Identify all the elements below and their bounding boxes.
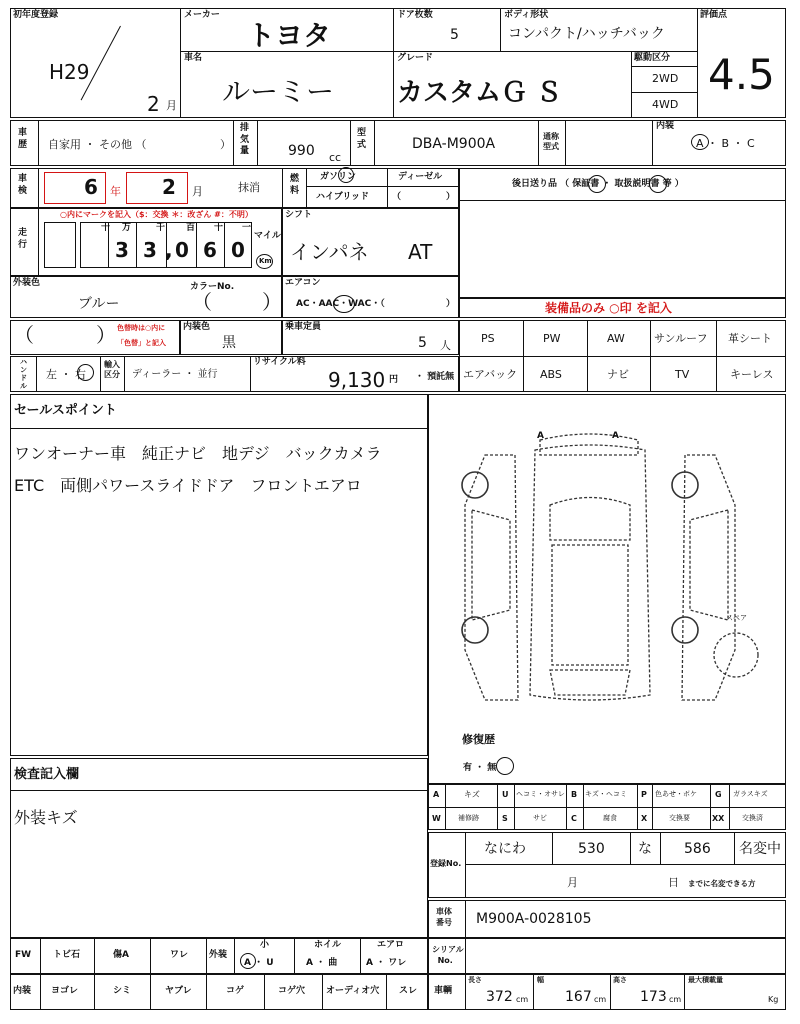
inspection-label: 検査記入欄 [14, 767, 80, 782]
naisou-item: ヨゴレ [51, 986, 79, 996]
equipment-item: ナビ [607, 368, 629, 381]
handle-label: ハ ン ド ル [20, 358, 27, 391]
mileage-unit-4: 十 [214, 223, 224, 233]
wheel-options: A ・ 曲 [306, 958, 338, 968]
color-change-note1: 色替時は○内に [117, 324, 166, 332]
mileage-digit: 3 [115, 238, 129, 262]
recycle-value: 9,130 [328, 368, 386, 392]
body-label: ボディ形状 [504, 10, 549, 20]
interior-color-value: 黒 [222, 335, 236, 351]
body-value: コンパクト/ハッチバック [508, 26, 665, 42]
chassis-label: 車体 番号 [436, 907, 452, 928]
maker-value: トヨタ [247, 19, 332, 52]
first-registration-year: H29 [49, 60, 90, 84]
capacity-label: 乗車定員 [285, 322, 322, 332]
drive-label: 駆動区分 [634, 53, 671, 63]
registration-frame [428, 832, 786, 898]
recycle-deposit: ・ 預託無 [415, 372, 455, 382]
equipment-item: キーレス [730, 368, 774, 381]
registration-label: 登録No. [430, 859, 462, 868]
shift-value: インパネ [290, 240, 369, 264]
inspection-frame [10, 758, 428, 938]
width-unit: cm [594, 995, 607, 1004]
equipment-item: 革シート [728, 332, 772, 345]
naisou-item: ヤブレ [165, 986, 192, 996]
legend-code: U [502, 790, 509, 799]
shaken-year-unit: 年 [110, 185, 121, 198]
score-label: 評価点 [700, 10, 728, 20]
equipment-item: サンルーフ [654, 332, 708, 345]
serial-frame [428, 938, 786, 974]
history-label: 車 歴 [18, 128, 28, 150]
sales-label: セールスポイント [14, 403, 117, 418]
repair-label: 修復歴 [462, 733, 495, 746]
legend-text: 補修跡 [458, 814, 479, 822]
legend-text: 交換要 [669, 814, 690, 822]
docs-warranty-circle [588, 175, 606, 193]
shaken-month-box [126, 172, 188, 204]
interior-grade-value: A ・ B ・ C [696, 137, 755, 150]
inspection-note: 外装キズ [14, 808, 78, 827]
displacement-label: 排 気 量 [240, 123, 250, 157]
legend-text: キズ・ヘコミ [585, 790, 627, 798]
fuel-label: 燃 料 [290, 174, 300, 196]
registration-change: 名変中 [739, 841, 781, 857]
shaken-month-unit: 月 [192, 185, 203, 198]
fuel-hybrid: ハイブリッド [316, 192, 370, 202]
mileage-label: 走 行 [18, 228, 28, 250]
year-label: 初年度登録 [13, 10, 59, 20]
mileage-digit: 3 [143, 238, 157, 262]
legend-code: P [641, 790, 647, 799]
equipment-item: AW [607, 332, 625, 345]
capacity-unit: 人 [440, 339, 451, 352]
fw-item: 傷A [113, 950, 129, 960]
km-option: Km [259, 257, 272, 265]
shaken-label: 車 検 [18, 174, 28, 196]
mileage-lead-box [44, 222, 76, 268]
legend-text: ヘコミ・オサレ [516, 790, 565, 798]
capacity-value: 5 [418, 335, 427, 351]
color-change-note2: 「色替」と記入 [117, 339, 166, 347]
registration-month: 月 [567, 876, 578, 889]
doors-value: 5 [450, 27, 459, 43]
shaken-month: 2 [162, 175, 176, 199]
legend-text: ガラスキズ [733, 790, 768, 798]
legend-code: C [571, 814, 577, 823]
equipment-item: PS [481, 332, 495, 345]
naisou-label: 内装 [13, 986, 32, 996]
shift-label: シフト [285, 210, 313, 220]
docs-manual-circle [649, 175, 667, 193]
legend-code: W [432, 814, 441, 823]
diagram-mark-a: A [537, 431, 544, 441]
interior-color-label: 内装色 [183, 322, 211, 332]
registration-deadline: までに名変できる方 [688, 879, 756, 888]
doors-label: ドア枚数 [397, 10, 433, 20]
handle-right-circle [77, 364, 94, 381]
drive-2wd: 2WD [652, 72, 679, 85]
mileage-digit: 0 [175, 238, 189, 262]
sales-line-2: ETC 両側パワースライドドア フロントエアロ [14, 476, 362, 495]
legend-text: 交換済 [742, 814, 763, 822]
mileage-unit-5: 一 [242, 223, 252, 233]
interior-grade-label: 内装 [656, 121, 675, 131]
fw-item: トビ石 [53, 950, 81, 960]
mileage-digit: 6 [203, 238, 217, 262]
registration-area: なにわ [484, 841, 526, 857]
shift-type: AT [408, 240, 433, 264]
car-name: ルーミー [222, 75, 335, 108]
grade-value: カスタムＧ Ｓ [397, 78, 563, 108]
car-diagram [440, 410, 760, 710]
aero-options: A ・ ワレ [366, 958, 407, 968]
gaisou-label: 外装 [209, 950, 228, 960]
small-options: A ・ U [244, 958, 274, 968]
legend-code: B [571, 790, 578, 799]
displacement-value: 990 [288, 143, 315, 159]
aircon-label: エアコン [285, 278, 321, 288]
aircon-aac-circle [333, 295, 355, 313]
mileage-unit-2: 千 [156, 223, 166, 233]
naisou-item: スレ [399, 986, 418, 996]
exterior-value: ブルー [78, 296, 120, 312]
month-unit: 月 [166, 99, 177, 112]
aero-label: エアロ [377, 940, 405, 950]
maker-label: メーカー [184, 10, 220, 20]
exterior-label: 外装色 [13, 278, 41, 288]
legend-code: G [715, 790, 722, 799]
length-label: 長さ [468, 976, 482, 984]
shaken-erased: 抹消 [238, 181, 260, 194]
naisou-item: コゲ穴 [278, 986, 306, 996]
equipment-item: PW [543, 332, 561, 345]
legend-text: キズ [464, 790, 480, 799]
legend-code: XX [712, 814, 725, 823]
score-value: 4.5 [708, 50, 775, 99]
equipment-item: ABS [540, 368, 562, 381]
fw-label: FW [15, 950, 32, 960]
aircon-value: AC・AAC・WAC・（ [296, 299, 385, 309]
name-label: 車名 [184, 53, 203, 63]
dims-label: 車輌 [434, 986, 453, 996]
model-label: 型 式 [357, 128, 367, 150]
recycle-unit: 円 [389, 375, 399, 385]
width-label: 幅 [537, 976, 544, 984]
fw-item: ワレ [170, 950, 189, 960]
fuel-diesel: ディーゼル [398, 172, 443, 182]
color-no-close: ） [262, 290, 282, 314]
mileage-unit-0: 十 [101, 223, 111, 233]
recycle-label: リサイクル料 [253, 357, 306, 367]
mileage-unit-3: 百 [186, 223, 196, 233]
naisou-item: シミ [113, 986, 132, 996]
naisou-item: オーディオ穴 [326, 986, 380, 996]
equipment-item: エアバック [463, 368, 518, 381]
height-value: 173 [640, 989, 667, 1005]
registration-day: 日 [668, 876, 679, 889]
exterior-frame [10, 276, 282, 318]
model-value: DBA-M900A [412, 136, 496, 152]
fuel-paren-open: （ [392, 192, 402, 202]
naisou-item: コゲ [226, 986, 245, 996]
color-no-open: （ [192, 290, 212, 314]
mileage-note: ○内にマークを記入（$：交換 ＊：改ざん #：不明） [60, 210, 253, 219]
import-label: 輸入 区分 [104, 360, 120, 380]
color-change-open: （ [14, 323, 34, 347]
spare-label: スペア [726, 614, 747, 622]
legend-text: サビ [533, 814, 547, 822]
length-value: 372 [486, 989, 513, 1005]
mile-option: マイル [254, 231, 281, 241]
fuel-gasoline-circle [338, 167, 354, 183]
height-unit: cm [669, 995, 682, 1004]
drive-4wd: 4WD [652, 98, 679, 111]
registration-kana: な [638, 841, 652, 857]
registration-number: 586 [684, 841, 711, 857]
handle-value: 左 ・ 右 [46, 368, 86, 381]
serial-label: シリアル No. [432, 945, 464, 966]
first-registration-month: 2 [147, 92, 160, 116]
length-unit: cm [516, 995, 529, 1004]
legend-code: A [433, 790, 440, 799]
cc-unit: cc [329, 151, 342, 164]
registration-class: 530 [578, 841, 605, 857]
diagram-mark-a: A [612, 431, 619, 441]
fuel-gasoline: ガソリン [320, 172, 357, 182]
repair-value: 有 ・ 無 [463, 763, 497, 773]
mileage-digit: 0 [231, 238, 245, 262]
common-model-label: 通称 型式 [543, 132, 559, 151]
load-label: 最大積載量 [688, 976, 723, 984]
history-value: 自家用 ・ その他 （ [48, 138, 147, 151]
wheel-label: ホイル [314, 940, 342, 950]
legend-code: X [641, 814, 648, 823]
equipment-title: 装備品のみ ○印 を記入 [545, 301, 672, 315]
fuel-paren-close: ） [446, 192, 456, 202]
equipment-item: TV [675, 368, 690, 381]
chassis-value: M900A-0028105 [476, 911, 592, 927]
sales-line-1: ワンオーナー車 純正ナビ 地デジ バックカメラ [14, 444, 382, 463]
repair-none-circle [496, 757, 514, 775]
mileage-unit-1: 万 [122, 223, 132, 233]
legend-code: S [502, 814, 508, 823]
grade-label: グレード [397, 53, 434, 63]
color-change-close: ） [96, 323, 116, 347]
legend-text: 色あせ・ボケ [655, 790, 697, 798]
small-label: 小 [260, 940, 270, 950]
legend-text: 腐食 [603, 814, 617, 822]
aircon-close: ） [446, 299, 456, 309]
mileage-separator: , [165, 238, 173, 262]
history-close: ） [220, 138, 231, 151]
load-unit: Kg [768, 995, 779, 1004]
import-value: ディーラー ・ 並行 [132, 369, 218, 380]
small-a-circle [240, 953, 256, 969]
docs-value: 後日送り品 （ 保証書 ・ 取扱説明書 等 ） [512, 179, 684, 189]
width-value: 167 [565, 989, 592, 1005]
height-label: 高さ [613, 976, 627, 984]
color-no-label: カラーNo. [190, 282, 235, 292]
shaken-year: 6 [84, 175, 98, 199]
